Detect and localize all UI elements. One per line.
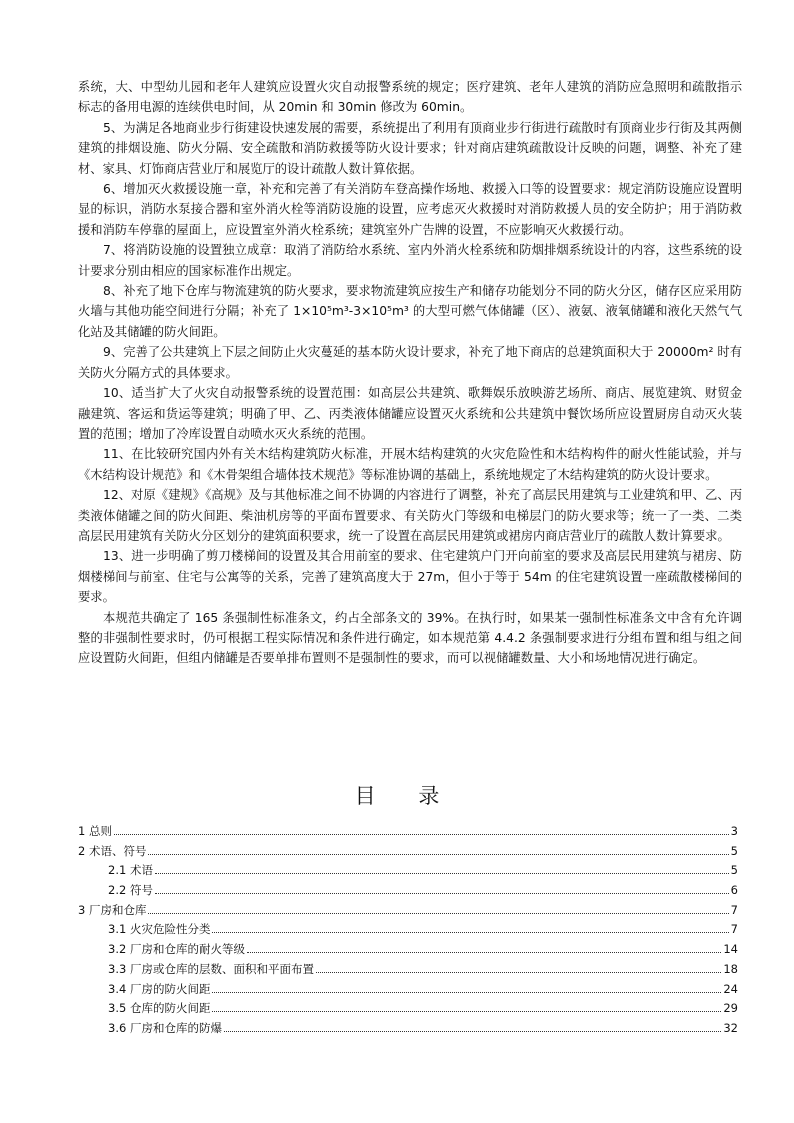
toc-entry[interactable] (78, 980, 738, 1000)
toc-leader-dots (212, 931, 728, 933)
toc-leader-dots (212, 1010, 721, 1012)
toc-leader-dots (316, 971, 721, 973)
paragraph-1: 5、为满足各地商业步行街建设快速发展的需要，系统提出了利用有顶商业步行街进行疏散时有顶商业步行街及其两侧建筑的排烟设施、防火分隔、安全疏散和消防救援等防火设计要求；针对商店建筑疏散设计反映的问题，调整、补充了建材、家具、灯饰商店营业厅和展览厅的设计疏散人数计算依据。 (78, 120, 742, 176)
toc-entry-label: 2.2 符号 (108, 883, 153, 898)
body-text (78, 77, 742, 669)
toc-entry-page: 5 (730, 863, 738, 878)
toc-entry-page: 24 (723, 981, 738, 996)
toc-entry-label: 3.1 火灾危险性分类 (108, 922, 211, 937)
toc-entry-label: 2 术语、符号 (78, 843, 147, 858)
toc-entry-page: 7 (730, 902, 738, 917)
toc-entry[interactable] (78, 999, 738, 1019)
toc-entry-page: 14 (723, 942, 738, 957)
toc-entry-label: 2.1 术语 (108, 863, 153, 878)
toc-leader-dots (212, 991, 721, 993)
toc-entry-label: 3.3 厂房或仓库的层数、面积和平面布置 (108, 961, 314, 976)
toc-entry-label: 3.6 厂房和仓库的防爆 (108, 1020, 222, 1035)
paragraph-9: 13、进一步明确了剪刀楼梯间的设置及其合用前室的要求、住宅建筑户门开向前室的要求及高层民用建筑与裙房、防烟楼梯间与前室、住宅与公寓等的关系，完善了建筑高度大于 27m，但小于等于 54m 的住宅建筑设置一座疏散楼梯间的要求。 (78, 549, 742, 605)
toc-leader-dots (247, 951, 721, 953)
toc-entry-label: 3.4 厂房的防火间距 (108, 981, 211, 996)
toc-leader-dots (148, 912, 728, 914)
table-of-contents (78, 822, 738, 1039)
toc-entry[interactable] (78, 940, 738, 960)
toc-entry-page: 32 (723, 1020, 738, 1035)
toc-entry[interactable] (78, 842, 738, 862)
toc-entry-page: 7 (730, 922, 738, 937)
paragraph-4: 8、补充了地下仓库与物流建筑的防火要求，要求物流建筑应按生产和储存功能划分不同的防火分区，储存区应采用防火墙与其他功能空间进行分隔；补充了 1×10⁵m³-3×10⁵m³ 的大型可燃气体储罐（区）、液氨、液氧储罐和液化天然气气化站及其储罐的防火间距。 (78, 284, 742, 339)
paragraph-7: 11、在比较研究国内外有关木结构建筑防火标准，开展木结构建筑的火灾危险性和木结构构件的耐火性能试验，并与《木结构设计规范》和《木骨架组合墙体技术规范》等标准协调的基础上，系统地规定了木结构建筑的防火设计要求。 (78, 447, 742, 482)
toc-leader-dots (224, 1030, 721, 1032)
paragraph-8: 12、对原《建规》《高规》及与其他标准之间不协调的内容进行了调整，补充了高层民用建筑与工业建筑和甲、乙、丙类液体储罐之间的防火间距、柴油机房等的平面布置要求、有关防火门等级和电梯层门的防火要求等；统一了一类、二类高层民用建筑有关防火分区划分的建筑面积要求，统一了设置在高层民用建筑或裙房内商店营业厅的疏散人数计算要求。 (78, 488, 742, 543)
paragraph-2: 6、增加灭火救援设施一章，补充和完善了有关消防车登高操作场地、救援入口等的设置要求：规定消防设施应设置明显的标识，消防水泵接合器和室外消火栓等消防设施的设置，应考虑灭火救援时对消防救援人员的安全防护；用于消防救援和消防车停靠的屋面上，应设置室外消火栓系统；建筑室外广告牌的设置，不应影响灭火救援行动。 (78, 182, 742, 237)
toc-entry-page: 18 (723, 961, 738, 976)
toc-entry[interactable] (78, 861, 738, 881)
paragraph-0: 系统，大、中型幼儿园和老年人建筑应设置火灾自动报警系统的规定；医疗建筑、老年人建筑的消防应急照明和疏散指示标志的备用电源的连续供电时间，从 20min 和 30min 修改为 60min。 (78, 80, 742, 115)
toc-title: 目 录 (354, 784, 458, 808)
toc-leader-dots (155, 872, 729, 874)
paragraph-10: 本规范共确定了 165 条强制性标准条文，约占全部条文的 39%。在执行时，如果某一强制性标准条文中含有允许调整的非强制性要求时，仍可根据工程实际情况和条件进行确定，如本规范第 4.4.2 条强制要求进行分组布置和组与组之间应设置防火间距，但组内储罐是否要单排布置则不是强制性的要求，而可以视储罐数量、大小和场地情况进行确定。 (78, 610, 743, 666)
toc-entry[interactable] (78, 822, 738, 842)
toc-entry-page: 29 (723, 1001, 738, 1016)
toc-entry-page: 6 (730, 883, 738, 898)
toc-entry-page: 3 (730, 824, 738, 838)
toc-entry-label: 1 总则 (78, 824, 112, 838)
toc-leader-dots (148, 853, 728, 855)
toc-entry[interactable] (78, 960, 738, 980)
toc-entry[interactable] (78, 881, 738, 901)
paragraph-5: 9、完善了公共建筑上下层之间防止火灾蔓延的基本防火设计要求，补充了地下商店的总建筑面积大于 20000m² 时有关防火分隔方式的具体要求。 (78, 345, 742, 380)
toc-leader-dots (114, 833, 729, 835)
paragraph-6: 10、适当扩大了火灾自动报警系统的设置范围：如高层公共建筑、歌舞娱乐放映游艺场所、商店、展览建筑、财贸金融建筑、客运和货运等建筑；明确了甲、乙、丙类液体储罐应设置灭火系统和公共建筑中餐饮场所应设置厨房自动灭火装置的范围；增加了冷库设置自动喷水灭火系统的范围。 (78, 386, 742, 441)
toc-entry-label: 3.2 厂房和仓库的耐火等级 (108, 942, 245, 957)
toc-entry[interactable] (78, 1019, 738, 1039)
toc-entry[interactable] (78, 920, 738, 940)
toc-entry-label: 3 厂房和仓库 (78, 902, 147, 917)
toc-leader-dots (155, 892, 729, 894)
toc-entry-page: 5 (730, 843, 738, 858)
toc-entry[interactable] (78, 901, 738, 921)
toc-entry-label: 3.5 仓库的防火间距 (108, 1001, 211, 1016)
paragraph-3: 7、将消防设施的设置独立成章：取消了消防给水系统、室内外消火栓系统和防烟排烟系统设计的内容，这些系统的设计要求分别由相应的国家标准作出规定。 (78, 243, 742, 278)
